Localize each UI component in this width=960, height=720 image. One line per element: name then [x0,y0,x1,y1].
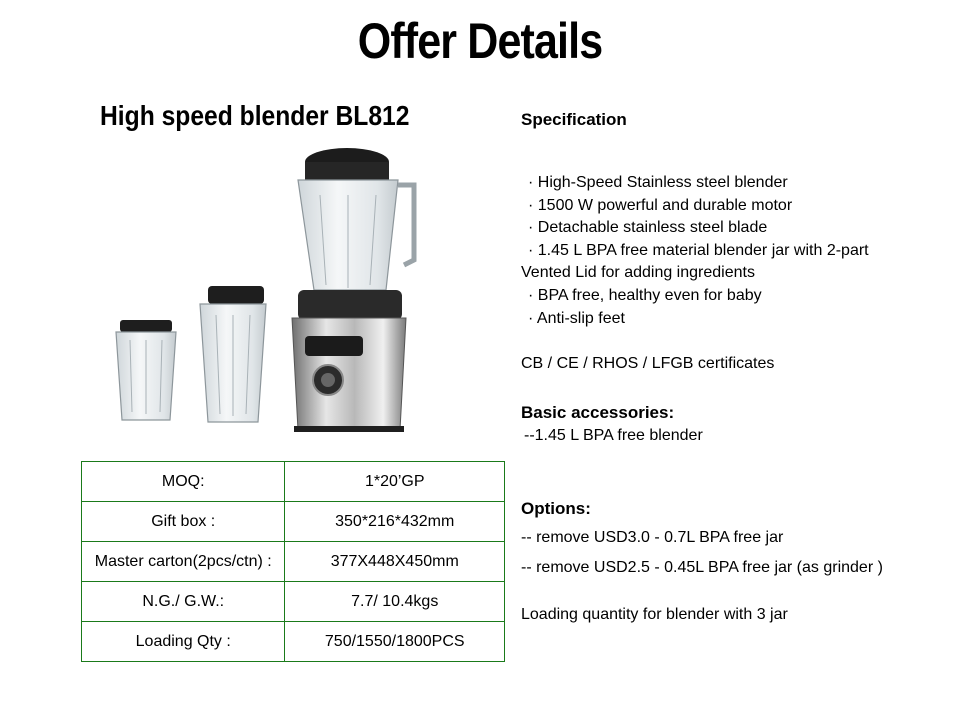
blender-base [292,290,406,432]
options-heading: Options: [521,499,591,518]
accessories-heading: Basic accessories: [521,403,675,422]
product-name: High speed blender BL812 [100,100,410,131]
table-label: MOQ: [82,462,285,502]
table-row [82,462,505,502]
table-label: Master carton(2pcs/ctn) : [82,542,285,582]
table-value: 750/1550/1800PCS [285,622,505,662]
small-jar [116,320,176,420]
table-label: Loading Qty : [82,622,285,662]
certificates: CB / CE / RHOS / LFGB certificates [521,355,775,372]
table-row [82,542,505,582]
blender-jar [298,148,414,290]
specification-list [521,172,941,330]
option-item: -- remove USD2.5 - 0.45L BPA free jar (as grinder ) [521,559,883,577]
page-title: Offer Details [357,13,603,69]
table-row [82,582,505,622]
options-section [521,498,941,580]
offer-table [81,461,505,662]
spec-bullet: · Detachable stainless steel blade [528,219,768,237]
table-label: N.G./ G.W.: [82,582,285,622]
accessory-item: --1.45 L BPA free blender [524,426,703,444]
spec-bullet: · Anti-slip feet [528,309,625,327]
table-value: 1*20’GP [285,462,505,502]
specification-heading: Specification [521,110,627,129]
table-label: Gift box : [82,502,285,542]
table-row [82,622,505,662]
spec-continuation: Vented Lid for adding ingredients [521,264,755,282]
spec-bullet: · High-Speed Stainless steel blender [528,174,788,191]
accessories-section [521,402,941,447]
product-image [100,140,430,440]
option-item: -- remove USD3.0 - 0.7L BPA free jar [521,528,784,546]
table-value: 377X448X450mm [285,542,505,582]
medium-jar [200,286,266,422]
table-value: 7.7/ 10.4kgs [285,582,505,622]
loading-note: Loading quantity for blender with 3 jar [521,606,788,623]
table-row [82,502,505,542]
spec-bullet: · 1500 W powerful and durable motor [528,196,793,214]
table-value: 350*216*432mm [285,502,505,542]
spec-bullet: · BPA free, healthy even for baby [528,286,762,304]
spec-bullet: · 1.45 L BPA free material blender jar with 2-part [528,241,869,259]
